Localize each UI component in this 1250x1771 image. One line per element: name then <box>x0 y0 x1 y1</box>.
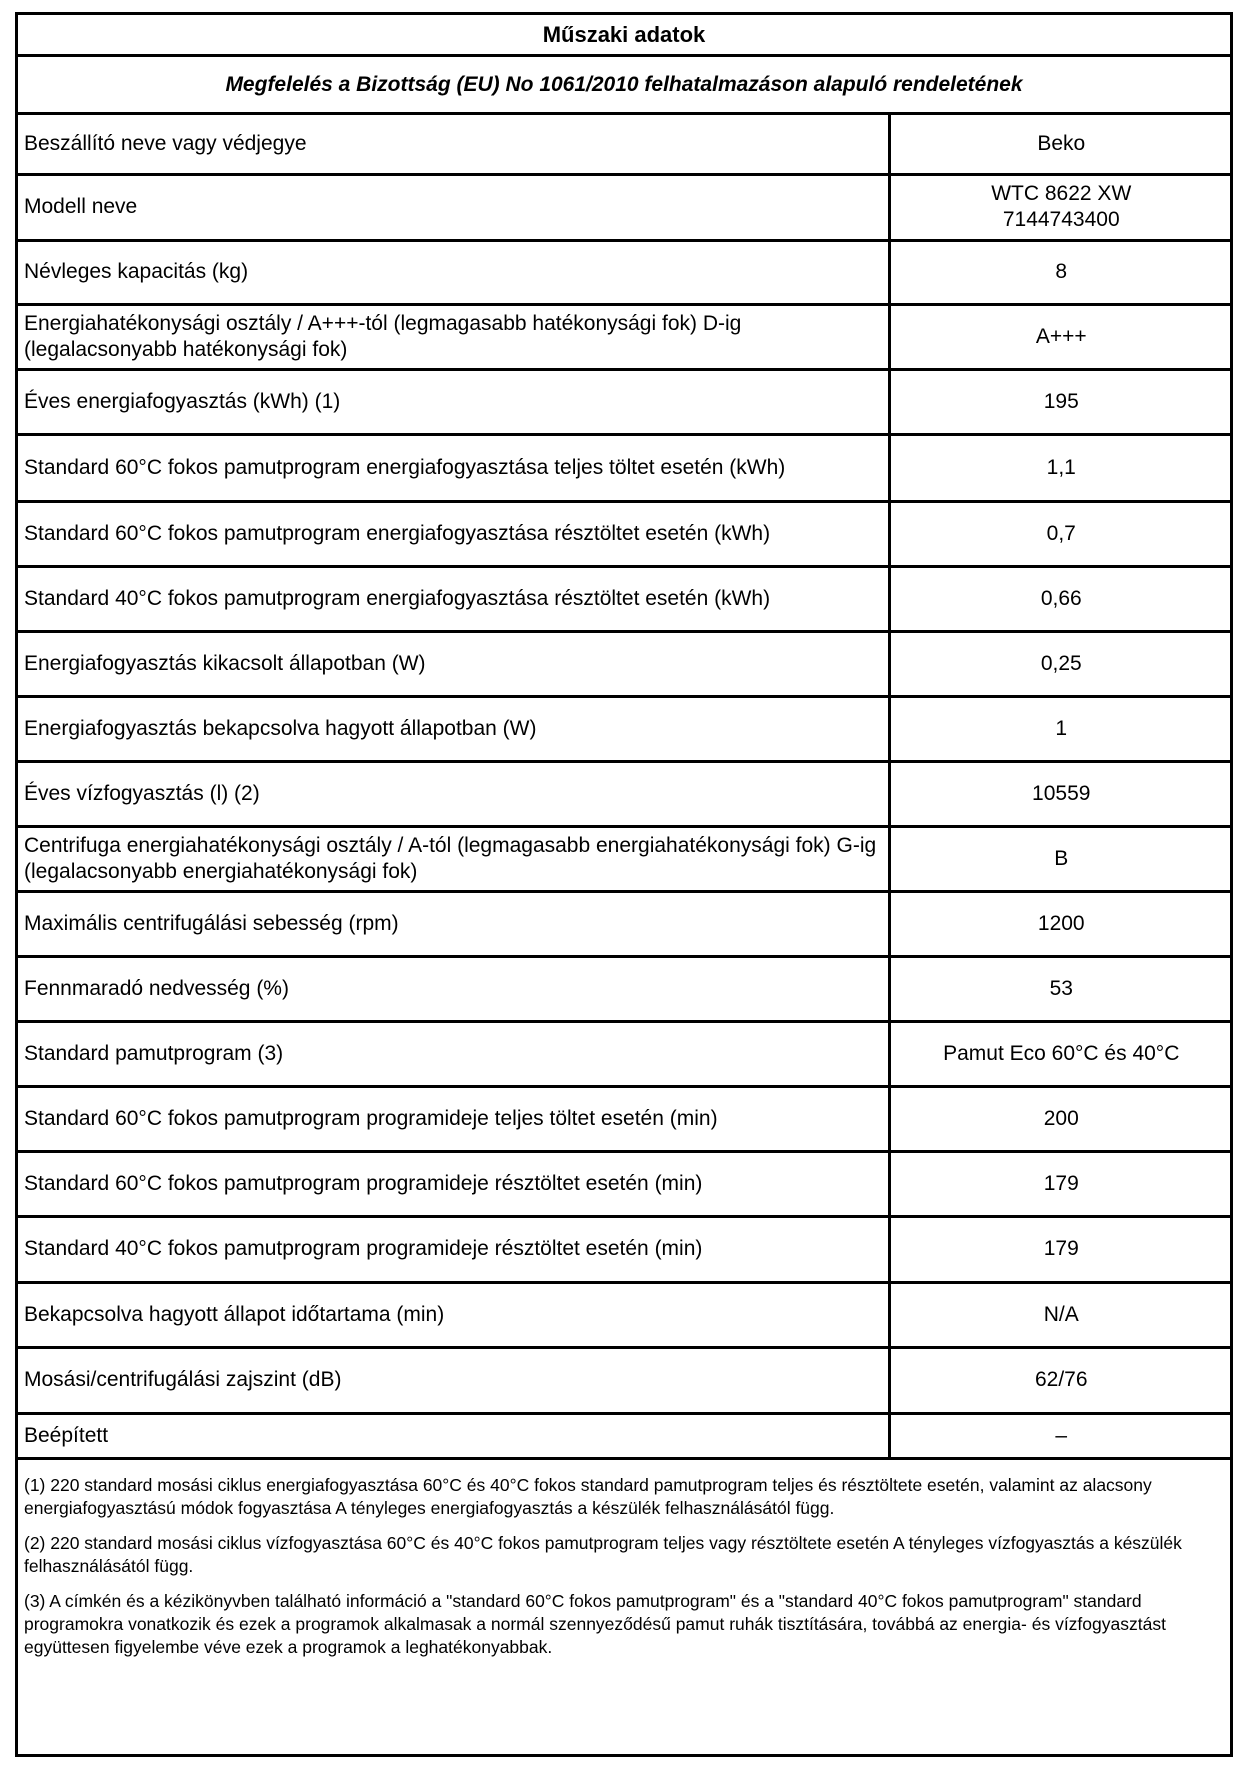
row-value: 1 <box>889 696 1230 761</box>
row-label: Bekapcsolva hagyott állapot időtartama (min) <box>18 1282 889 1347</box>
row-value: 195 <box>889 369 1230 434</box>
table-row <box>18 1021 1230 1086</box>
footnote-3: (3) A címkén és a kézikönyvben található információ a "standard 60°C fokos pamutprogram" és a "standard 40°C fokos pamutprogram" standard programokra vonatkozik és ezek a programok alkalmasak a normál szennyeződésű pamut ruhák tisztítására, továbbá az energia- és vízfogyasztást együttesen figyelembe véve ezek a programok a leghatékonyabbak. <box>24 1590 1166 1657</box>
row-label: Névleges kapacitás (kg) <box>18 240 889 304</box>
row-label: Maximális centrifugálási sebesség (rpm) <box>18 891 889 956</box>
row-label: Fennmaradó nedvesség (%) <box>18 956 889 1021</box>
model-code-value: 7144743400 <box>1002 208 1120 231</box>
row-value: 62/76 <box>889 1347 1230 1413</box>
table-row <box>18 1282 1230 1347</box>
row-label: Standard 40°C fokos pamutprogram energiafogyasztása résztöltet esetén (kWh) <box>18 566 889 631</box>
row-label: Standard 60°C fokos pamutprogram programideje résztöltet esetén (min) <box>18 1151 889 1216</box>
row-value: Beko <box>889 115 1230 174</box>
sheet-subtitle: Megfelelés a Bizottság (EU) No 1061/2010 felhatalmazáson alapuló rendeletének <box>18 57 1230 115</box>
footnote-2: (2) 220 standard mosási ciklus vízfogyasztása 60°C és 40°C fokos pamutprogram teljes vagy résztöltete esetén A tényleges vízfogyasztás a készülék felhasználásától függ. <box>24 1532 1182 1576</box>
row-value: 1200 <box>889 891 1230 956</box>
footnotes <box>18 1460 1230 1659</box>
table-row <box>18 1086 1230 1151</box>
sheet-title: Műszaki adatok <box>18 15 1230 57</box>
row-value: 0,25 <box>889 631 1230 696</box>
row-value: 53 <box>889 956 1230 1021</box>
row-label: Standard pamutprogram (3) <box>18 1021 889 1086</box>
spec-table <box>18 115 1230 1460</box>
table-row <box>18 566 1230 631</box>
row-value: B <box>889 826 1230 891</box>
row-label: Éves vízfogyasztás (l) (2) <box>18 761 889 826</box>
row-label: Energiahatékonysági osztály / A+++-tól (legmagasabb hatékonysági fok) D-ig (legalacsonyabb hatékonysági fok) <box>18 304 889 369</box>
row-label: Éves energiafogyasztás (kWh) (1) <box>18 369 889 434</box>
row-label: Energiafogyasztás bekapcsolva hagyott állapotban (W) <box>18 696 889 761</box>
row-label: Energiafogyasztás kikacsolt állapotban (W) <box>18 631 889 696</box>
table-row <box>18 891 1230 956</box>
table-row <box>18 174 1230 240</box>
row-value: 0,66 <box>889 566 1230 631</box>
row-value: Pamut Eco 60°C és 40°C <box>889 1021 1230 1086</box>
table-row <box>18 696 1230 761</box>
table-row <box>18 369 1230 434</box>
table-row <box>18 434 1230 501</box>
row-label: Modell neve <box>18 174 889 240</box>
table-row <box>18 115 1230 174</box>
table-row <box>18 1413 1230 1458</box>
footnote-1: (1) 220 standard mosási ciklus energiafogyasztása 60°C és 40°C fokos standard pamutprogram teljes és résztöltete esetén, valamint az alacsony energiafogyasztású módok fogyasztása A tényleges energiafogyasztás a készülék felhasználásától függ. <box>24 1474 1152 1518</box>
table-row <box>18 761 1230 826</box>
row-value: 0,7 <box>889 501 1230 566</box>
row-value: A+++ <box>889 304 1230 369</box>
table-row <box>18 956 1230 1021</box>
spec-sheet <box>15 12 1233 1757</box>
model-name-value: WTC 8622 XW <box>991 182 1132 205</box>
row-label: Beszállító neve vagy védjegye <box>18 115 889 174</box>
row-label: Standard 60°C fokos pamutprogram energiafogyasztása teljes töltet esetén (kWh) <box>18 434 889 501</box>
row-label: Beépített <box>18 1413 889 1458</box>
row-label: Standard 60°C fokos pamutprogram programideje teljes töltet esetén (min) <box>18 1086 889 1151</box>
row-value: – <box>889 1413 1230 1458</box>
table-row <box>18 1347 1230 1413</box>
row-label: Centrifuga energiahatékonysági osztály / A-tól (legmagasabb energiahatékonysági fok) G-ig (legalacsonyabb energiahatékonysági fok) <box>18 826 889 891</box>
table-row <box>18 1216 1230 1282</box>
table-row <box>18 826 1230 891</box>
table-row <box>18 501 1230 566</box>
row-value: 179 <box>889 1151 1230 1216</box>
table-row <box>18 1151 1230 1216</box>
row-value: 179 <box>889 1216 1230 1282</box>
row-value: N/A <box>889 1282 1230 1347</box>
row-value: 8 <box>889 240 1230 304</box>
table-row <box>18 304 1230 369</box>
row-value-cell <box>889 174 1230 240</box>
row-label: Standard 60°C fokos pamutprogram energiafogyasztása résztöltet esetén (kWh) <box>18 501 889 566</box>
row-value: 1,1 <box>889 434 1230 501</box>
row-value: 10559 <box>889 761 1230 826</box>
row-value: 200 <box>889 1086 1230 1151</box>
row-label: Mosási/centrifugálási zajszint (dB) <box>18 1347 889 1413</box>
table-row <box>18 240 1230 304</box>
table-row <box>18 631 1230 696</box>
row-label: Standard 40°C fokos pamutprogram programideje résztöltet esetén (min) <box>18 1216 889 1282</box>
